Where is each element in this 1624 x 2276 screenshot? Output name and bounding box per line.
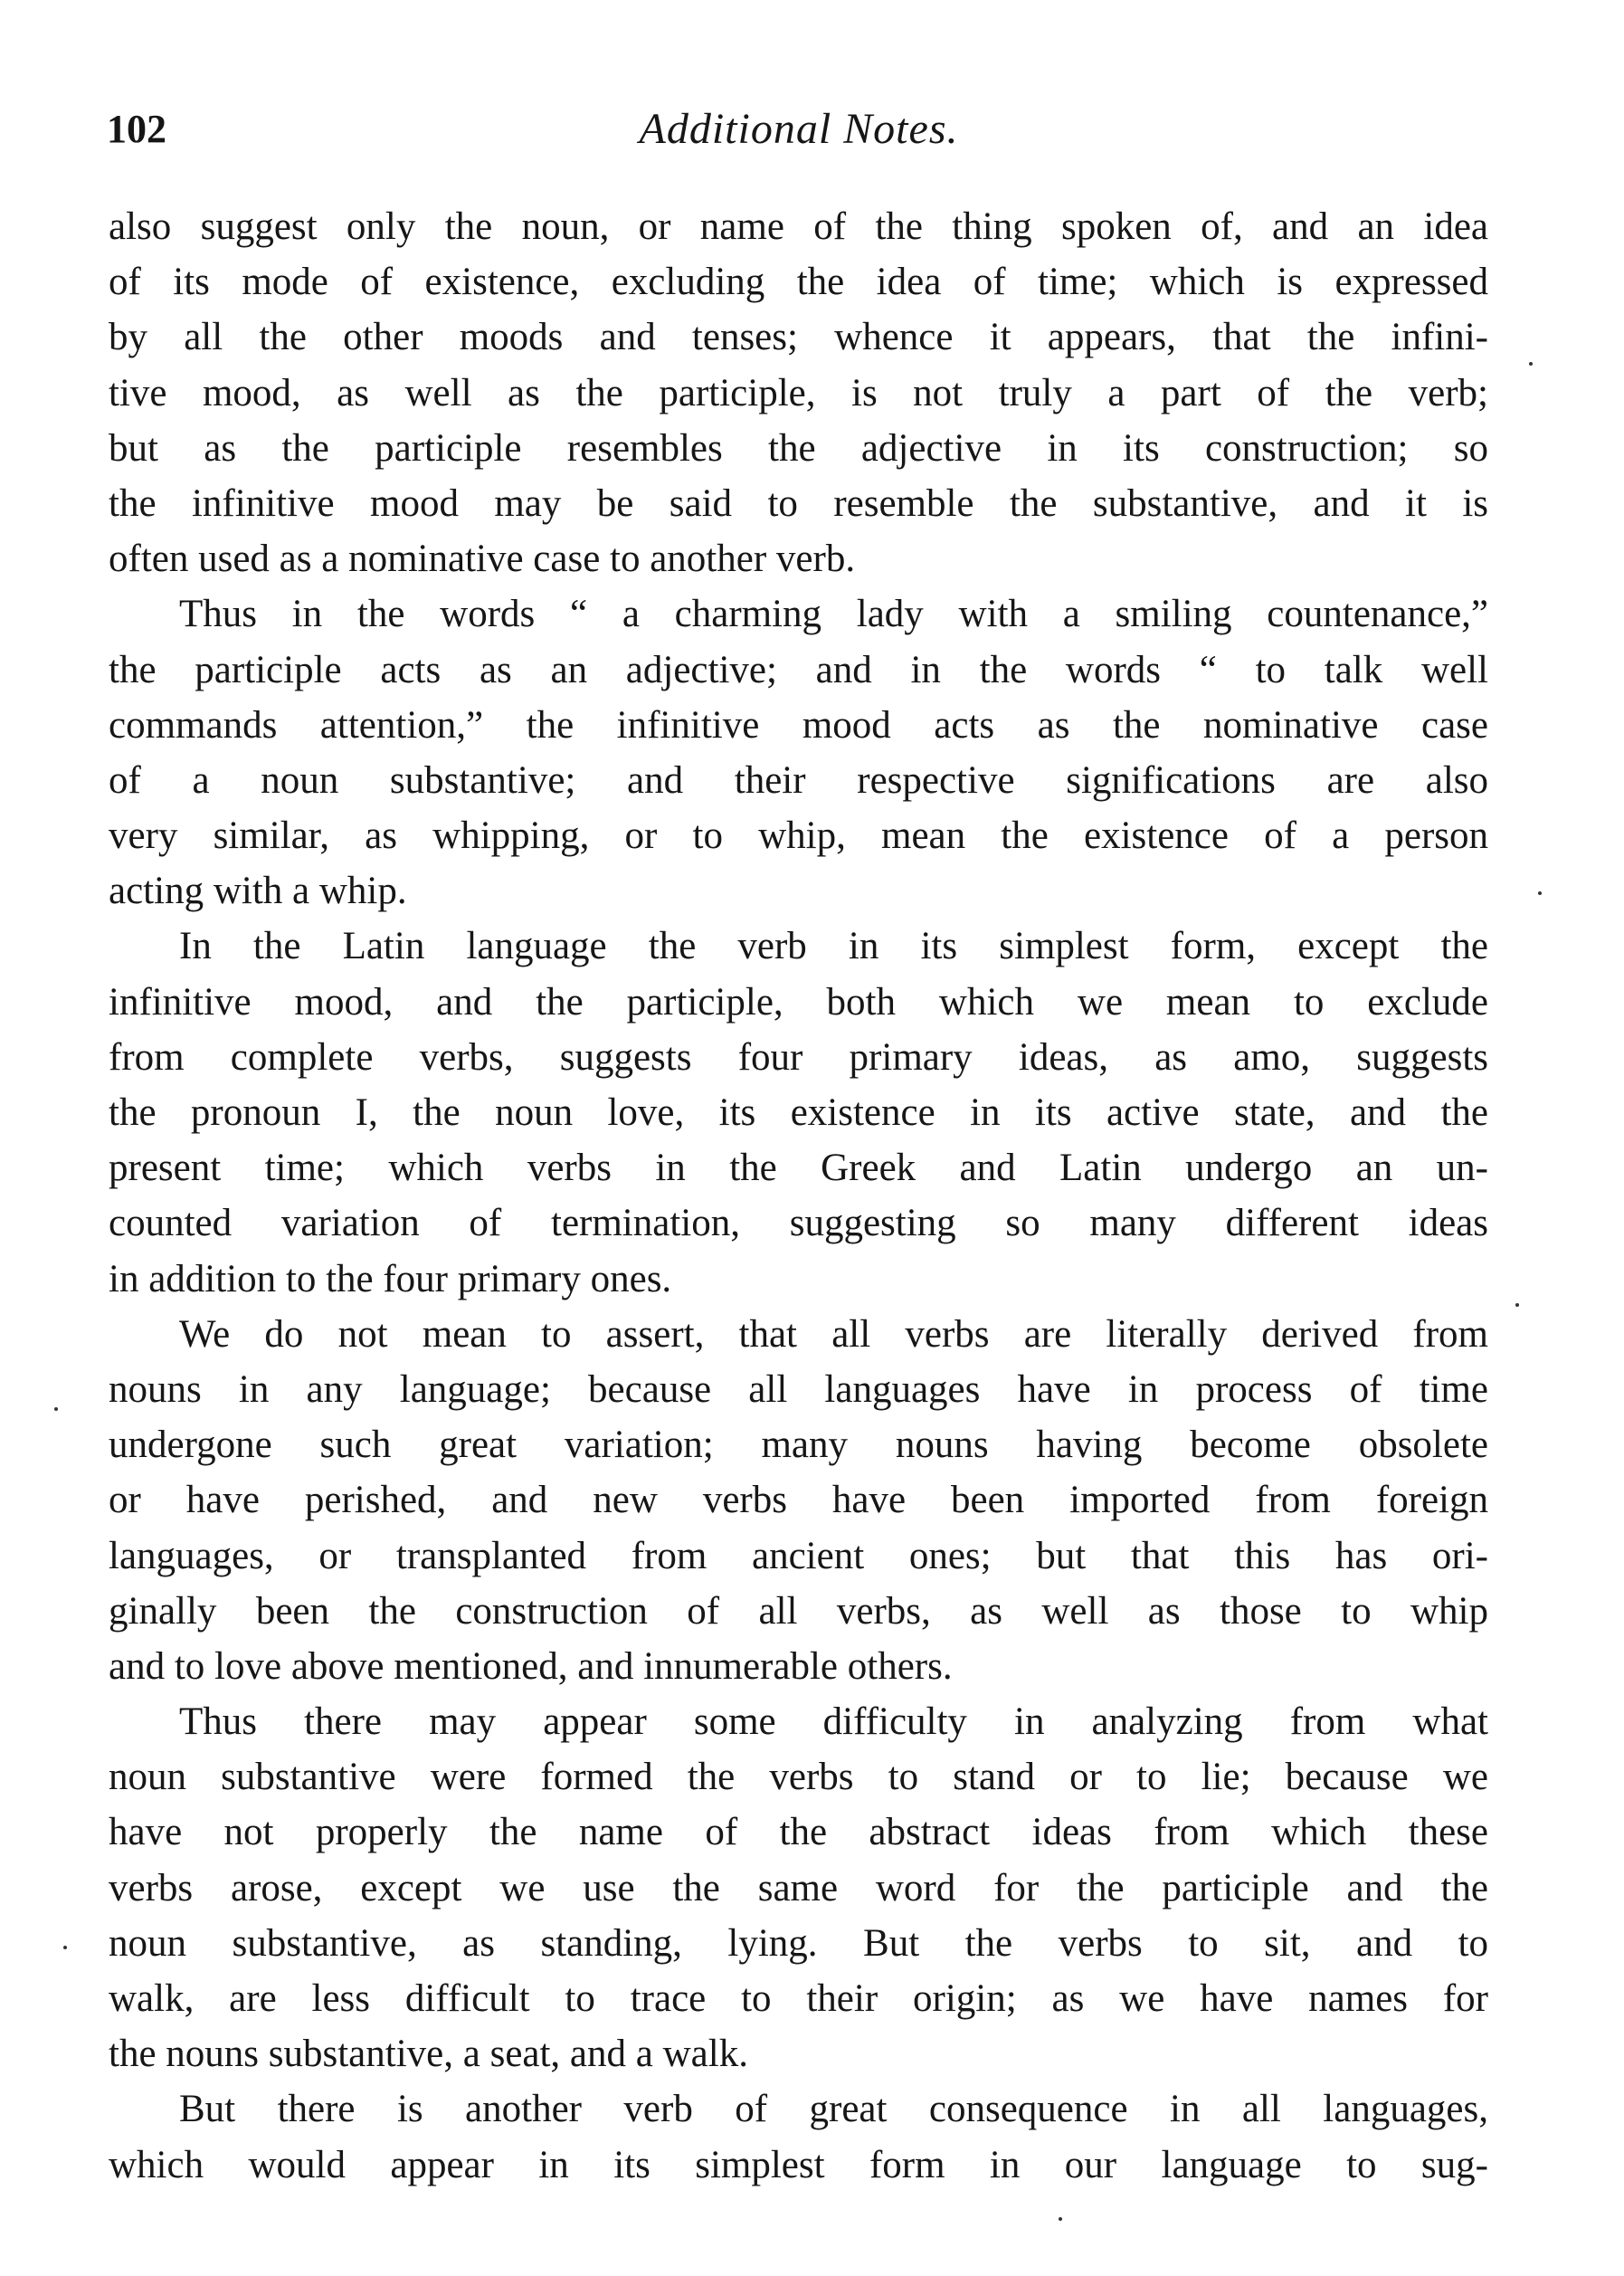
text-line: which would appear in its simplest form in our language to sug- bbox=[109, 2143, 1488, 2186]
text-line: languages, or transplanted from ancient ones; but that this has ori- bbox=[109, 1534, 1488, 1577]
paragraph bbox=[109, 2081, 1488, 2192]
text-line: by all the other moods and tenses; whence it appears, that the infini- bbox=[109, 316, 1488, 359]
text-line: present time; which verbs in the Greek and Latin undergo an un- bbox=[109, 1147, 1488, 1190]
text-line: infinitive mood, and the participle, both which we mean to exclude bbox=[109, 980, 1488, 1024]
text-line: verbs arose, except we use the same word for the participle and the bbox=[109, 1866, 1488, 1909]
text-line: undergone such great variation; many nouns having become obsolete bbox=[109, 1424, 1488, 1467]
print-speck bbox=[1515, 1303, 1519, 1307]
print-speck bbox=[54, 1407, 58, 1411]
text-line: and to love above mentioned, and innumerable others. bbox=[109, 1644, 953, 1688]
text-line: the infinitive mood may be said to resemble the substantive, and it is bbox=[109, 481, 1488, 525]
print-speck bbox=[63, 1946, 67, 1949]
text-line: counted variation of termination, suggesting so many different ideas bbox=[109, 1202, 1488, 1245]
paragraph bbox=[109, 919, 1488, 1306]
print-speck bbox=[1529, 362, 1533, 366]
text-line: In the Latin language the verb in its simplest form, except the bbox=[179, 925, 1488, 968]
text-line: the participle acts as an adjective; and in the words “ to talk well bbox=[109, 648, 1488, 691]
text-line: noun substantive, as standing, lying. But the verbs to sit, and to bbox=[109, 1921, 1488, 1965]
text-line: But there is another verb of great consequence in all languages, bbox=[179, 2088, 1488, 2131]
text-line: We do not mean to assert, that all verbs are literally derived from bbox=[179, 1312, 1488, 1356]
text-line: ginally been the construction of all verbs, as well as those to whip bbox=[109, 1589, 1488, 1633]
text-line: the pronoun I, the noun love, its existence in its active state, and the bbox=[109, 1091, 1488, 1134]
paragraph bbox=[109, 1694, 1488, 2081]
text-line: tive mood, as well as the participle, is not truly a part of the verb; bbox=[109, 371, 1488, 414]
print-speck bbox=[1059, 2217, 1062, 2221]
text-line: noun substantive were formed the verbs to stand or to lie; because we bbox=[109, 1756, 1488, 1799]
text-line: in addition to the four primary ones. bbox=[109, 1257, 672, 1300]
text-line: also suggest only the noun, or name of the thing spoken of, and an idea bbox=[109, 205, 1488, 248]
text-line: commands attention,” the infinitive mood acts as the nominative case bbox=[109, 703, 1488, 747]
text-line: from complete verbs, suggests four primary ideas, as amo, suggests bbox=[109, 1035, 1488, 1079]
text-line: walk, are less difficult to trace to their origin; as we have names for bbox=[109, 1977, 1488, 2020]
text-line: very similar, as whipping, or to whip, mean the existence of a person bbox=[109, 814, 1488, 858]
text-line: have not properly the name of the abstract ideas from which these bbox=[109, 1811, 1488, 1854]
print-speck bbox=[1538, 891, 1542, 895]
text-line: or have perished, and new verbs have been imported from foreign bbox=[109, 1479, 1488, 1522]
text-line: acting with a whip. bbox=[109, 870, 407, 913]
page-number: 102 bbox=[107, 107, 166, 151]
paragraph bbox=[109, 199, 1488, 586]
page-header bbox=[107, 98, 1491, 161]
text-line: Thus in the words “ a charming lady with a smiling countenance,” bbox=[179, 593, 1488, 636]
text-line: of its mode of existence, excluding the idea of time; which is expressed bbox=[109, 261, 1488, 304]
running-head: Additional Notes. bbox=[639, 105, 959, 153]
text-line: Thus there may appear some difficulty in analyzing from what bbox=[179, 1700, 1488, 1744]
paragraph bbox=[109, 1307, 1488, 1694]
text-line: nouns in any language; because all languages have in process of time bbox=[109, 1367, 1488, 1411]
text-line: of a noun substantive; and their respective significations are also bbox=[109, 758, 1488, 802]
text-line: often used as a nominative case to another verb. bbox=[109, 538, 856, 581]
text-line: the nouns substantive, a seat, and a walk. bbox=[109, 2033, 748, 2076]
body-text bbox=[109, 199, 1488, 2193]
paragraph bbox=[109, 586, 1488, 919]
text-line: but as the participle resembles the adjective in its construction; so bbox=[109, 426, 1488, 470]
